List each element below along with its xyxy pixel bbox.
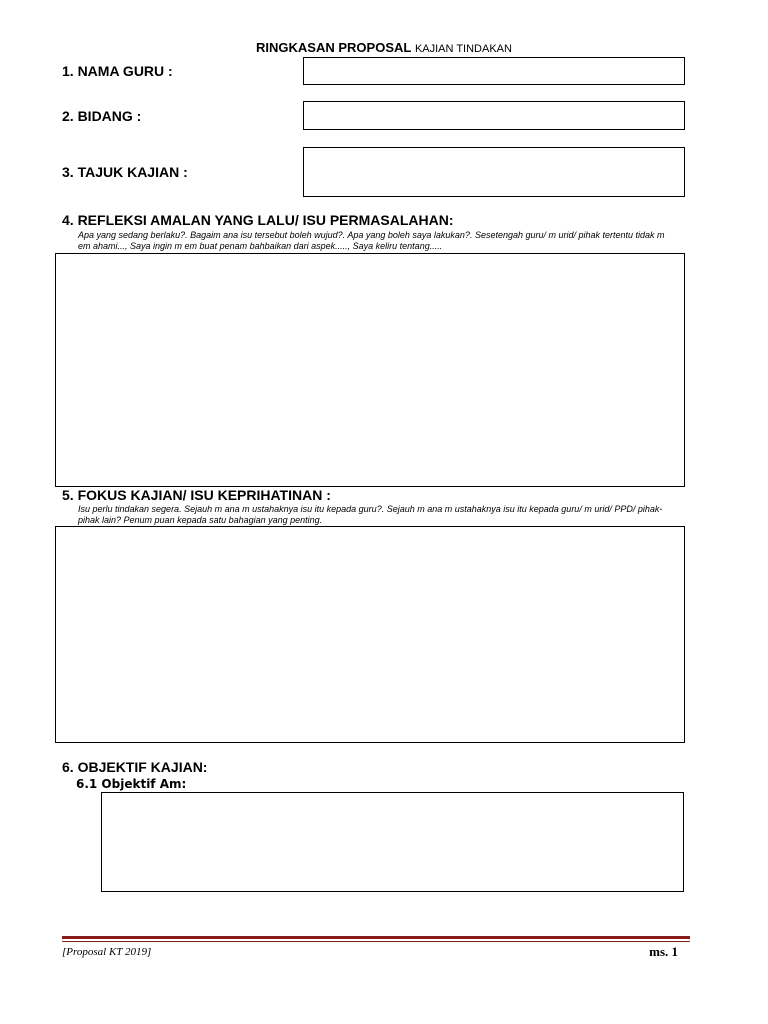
page-number: ms. 1 — [649, 944, 678, 959]
page-title — [0, 40, 768, 55]
footer-rule — [62, 936, 690, 939]
tajuk-kajian-label: 3. TAJUK KAJIAN : — [62, 164, 188, 180]
refleksi-heading: 4. REFLEKSI AMALAN YANG LALU/ ISU PERMASALAHAN: — [62, 212, 454, 228]
footer-rule-thin — [62, 941, 690, 942]
nama-guru-label: 1. NAMA GURU : — [62, 63, 173, 79]
title-main: RINGKASAN PROPOSAL — [256, 40, 412, 55]
nama-guru-field[interactable] — [303, 57, 685, 85]
bidang-label: 2. BIDANG : — [62, 108, 142, 124]
title-sub: KAJIAN TINDAKAN — [414, 43, 512, 55]
fokus-heading: 5. FOKUS KAJIAN/ ISU KEPRIHATINAN : — [62, 487, 331, 503]
objektif-heading: 6. OBJEKTIF KAJIAN: — [62, 759, 208, 775]
bidang-field[interactable] — [303, 101, 685, 130]
footer-document-label: [Proposal KT 2019] — [62, 946, 152, 958]
refleksi-hint: Apa yang sedang berlaku?. Bagaim ana isu tersebut boleh wujud?. Apa yang boleh saya lakukan?. Sesetengah guru/ m urid/ pihak tertentu tidak m em ahami..., Saya ingin m em buat penam bahbaikan dari aspek....., Saya keliru tentang..... — [78, 230, 665, 251]
objektif-am-label: 6.1 Objektif Am: — [76, 777, 187, 791]
tajuk-kajian-field[interactable] — [303, 147, 685, 197]
fokus-hint: Isu perlu tindakan segera. Sejauh m ana m ustahaknya isu itu kepada guru?. Sejauh m ana m ustahaknya isu itu kepada guru/ m urid/ PPD/ pihak-pihak lain? Penum puan kepada satu bahagian yang penting. — [78, 504, 663, 525]
fokus-textarea[interactable] — [55, 526, 685, 743]
objektif-am-textarea[interactable] — [101, 792, 684, 892]
refleksi-textarea[interactable] — [55, 253, 685, 487]
